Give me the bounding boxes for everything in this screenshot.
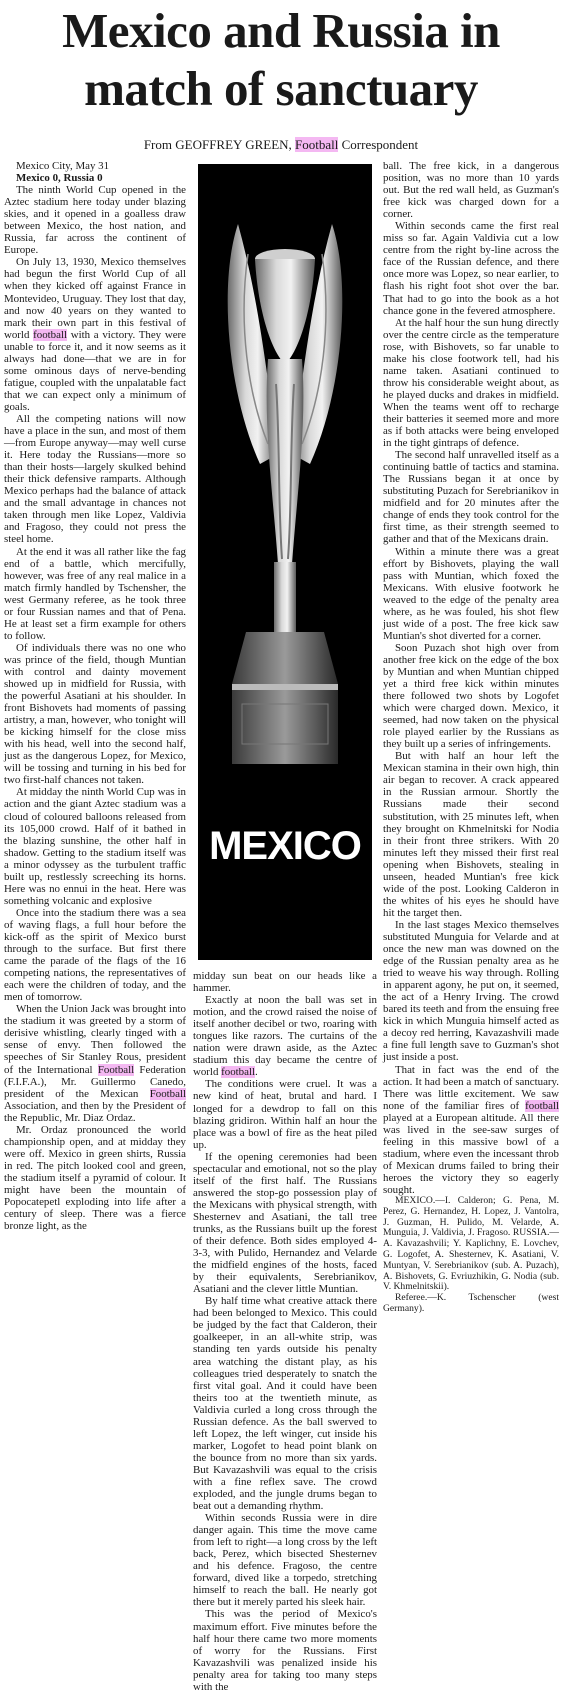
paragraph: Soon Puzach shot high over from another free kick on the edge of the box by Muntian and when Muntian chipped yet a third free kick within minutes there followed two shots by Logofet which were charged down. Mexico, it seemed, had now taken on the physical role played earlier by the Russians as they built up a series of infringements. — [383, 641, 559, 751]
paragraph: If the opening ceremonies had been spectacular and emotional, not so the play itself of the first half. The Russians answered the stop-go possession play of the Mexicans with physical strength, with Shesternev and Asatiani, the tall tree trunks, as the Russians built up the forest of their defence. Both sides employed 4-3-3, with Pulido, Hernandez and Velarde the midfield engines of the hosts, faced by their equivalents, Serebrianikov, Asatiani and the clever little Muntian. — [193, 1150, 377, 1296]
paragraph: Of individuals there was no one who was prince of the field, though Muntian with control and dainty movement showed up in midfield for Russia, with the powerful Asatiani at his shoulder. In front Bishovets had moments of passing artistry, a man, however, who tonight will be kicking himself for the close miss with his head, well into the second half, just as the dangerous Lopez, for Mexico, will be tossing and turning in his bed for two first-half chances not taken. — [4, 641, 186, 787]
paragraph: All the competing nations will now have a place in the sun, and most of them—from Europe anyway—may well curse it. Here today the Russians—more so than their hosts—largely skulked behind their thick defensive ramparts. Although Mexico perhaps had the balance of attack and the small advantage in chances not taken through men like Lopez, Valdivia and Fragoso, they could not press the steel home. — [4, 412, 186, 546]
paragraph: By half time what creative attack there had been belonged to Mexico. This could be judged by the fact that Calderon, their goalkeeper, in an all-white strip, was standing ten yards outside his penalty area watching the distant play, as his colleagues tried desperately to snatch the first vital goal. And it could have been theirs too at the twentieth minute, as Valdivia curled a long cross through the Russian defence. As the ball swerved to left Lopez, the left winger, cut inside his marker, Logofet to head point blank on the bounce from no more than six yards. But Kavazashvili was equal to the crisis with a fine reflex save. The crowd exploded, and the jungle drums began to beat out a demanding rhythm. — [193, 1295, 377, 1513]
team-lineups: MEXICO.—I. Calderon; G. Pena, M. Perez, G. Hernandez, H. Lopez, J. Vantolra, J. Guzman, H. Pulido, M. Velarde, A. Munguia, J. Valdivia, J. Fragoso. RUSSIA.—A. Kavazashvili; Y. Kaplichny, E. Lovchev, G. Logofet, A. Shesternev, K. Asatiani, V. Muntyan, V. Serebrianikov (sub. A. Puzach), A. Bishovets, G. Evriuzhikin, G. Nodia (sub. V. Khmelnitskii). — [383, 1195, 559, 1293]
paragraph: Within seconds Russia were in dire danger again. This time the move came from left to right—a long cross by the left back, Perez, which bisected Shesternev and his defence. Fragoso, the centre forward, dived like a torpedo, stretching himself to reach the ball. He nearly got there but it merely parted his sleek hair. — [193, 1512, 377, 1609]
byline-prefix: From GEOFFREY GREEN, — [143, 137, 296, 152]
paragraph — [4, 256, 186, 413]
text-run: Federation (F.I.F.A.), Mr. Guillermo Canedo, president of the Mexican — [4, 1063, 187, 1100]
text-run: played at a European altitude. All there was lived in the see-saw surges of feeling in this massive bowl of a stadium, where even the incessant throb of Mexican drums failed to bring their heroes the victory they so eagerly sought. — [383, 1111, 559, 1196]
paragraph: midday sun beat on our heads like a hammer. — [193, 970, 377, 995]
headline-line-2: match of sanctuary — [84, 61, 478, 116]
paragraph — [4, 1003, 186, 1123]
paragraph: But with half an hour left the Mexican stamina in their own high, thin air began to recover. A crack appeared in the Russian armour. Shortly the Russians made their second substitution, with 25 minutes left, when they brought on Khmelnitski for Nodia in their front three strikers. With 20 minutes left they missed their first real opening when Bishovets, stealing in unseen, headed Muntian's free kick wide of the post. Looking Calderon in the whites of his eyes he should have hit the target then. — [383, 750, 559, 919]
highlight-football: football — [33, 328, 68, 341]
paragraph: Within a minute there was a great effort by Bishovets, playing the wall pass with Muntian, which foxed the Mexicans. With elusive footwork he weaved to the edge of the penalty area where, as he was fouled, his shot flew just wide of a post. The free kick saw Muntian's shot diverted for a corner. — [383, 545, 559, 642]
text-run: On July 13, 1930, Mexico themselves had begun the first World Cup of all when they kicked off against France in Montevideo, Uruguay. They lost that day, and now 40 years on they wanted to mark their own part in this festival of world — [4, 256, 186, 341]
text-run: Exactly at noon the ball was set in motion, and the crowd raised the noise of itself another decibel or two, roaring with tongues like razors. The curtains of the nation were drawn aside, as the Aztec stadium this day became the centre of world — [193, 994, 377, 1079]
text-run: That in fact was the end of the action. It had been a match of sanctuary. There was little excitement. We saw none of the familiar fires of — [383, 1063, 559, 1112]
byline-suffix: Correspondent — [338, 137, 419, 152]
paragraph: The second half unravelled itself as a continuing battle of tactics and stamina. The Russians began it at once by substituting Puzach for Serebrianikov in midfield and for 20 minutes after the change of ends they took control for the first time, as their strength seemed to gather and that of the Mexicans drain. — [383, 449, 559, 546]
article-column-1 — [4, 160, 186, 1298]
text-run: with a victory. They were unable to force it, and it now seems as it always had done—that we are in for some ominous days of nerve-bending fatigue, coupled with the unpalatable fact that we can expect only a minimum of goals. — [4, 328, 187, 413]
highlight-football: football — [525, 1099, 559, 1112]
paragraph: Mr. Ordaz pronounced the world championship open, and at midday they were off. Mexico in green shirts, Russia in red. The pitch looked cool and green, the stadium itself a pyramid of colour. It might have been the mountain of Popocatepetl exploding into life after a century of sleep. There was a fierce bronze light, as the — [4, 1123, 186, 1233]
paragraph: In the last stages Mexico themselves substituted Munguia for Velarde and at once the new man was downed on the edge of the Russian penalty area as he tried to weave his way through. Rolling in apparent agony, he put on, it seemed, the act of a Henry Irving. The crowd bared its teeth and from the ensuing free kick in which Munguia himself acted as a decoy red herring, Kavazashvili made a fine full length save to Guzman's shot just inside a post. — [383, 918, 559, 1064]
paragraph: At the half hour the sun hung directly over the centre circle as the temperature rose, with Bishovets, so far unable to make his close footwork tell, had his name taken. Asatiani continued to throw his considerable weight about, as he played ducks and drakes in midfield. When the teams went off to recharge their batteries it seemed more and more as if both attacks were being enveloped in the tight gintraps of defence. — [383, 316, 559, 450]
photo-caption-mexico: MEXICO — [209, 824, 361, 868]
text-run: . — [255, 1066, 258, 1079]
byline — [0, 137, 562, 153]
paragraph: The ninth World Cup opened in the Aztec stadium here today under blazing skies, and it opened in a goalless draw between Mexico, the host nation, and Russia, far across the continent of Europe. — [4, 184, 186, 257]
paragraph: At the end it was all rather like the fag end of a battle, which mercifully, however, was free of any real malice in a match firmly handled by Tschensher, the west Germany referee, as he took three or four Russian names and that of Pena. He at least set a firm example for others to follow. — [4, 545, 186, 642]
highlight-football: football — [221, 1066, 256, 1079]
paragraph: This was the period of Mexico's maximum effort. Five minutes before the half hour there came two more moments of worry for the Russians. First Kavazashvili was penalized inside his penalty area for taking too many steps with the — [193, 1608, 377, 1693]
text-run: Association, and then by the President of the Republic, Mr. Diaz Ordaz. — [4, 1099, 186, 1124]
text-run: When the Union Jack was brought into the stadium it was greeted by a storm of derisive whistling, clearly tinged with a sense of envy. Then followed the speeches of Sir Stanley Rous, president of the International — [4, 1003, 186, 1076]
dateline: Mexico City, May 31 — [16, 160, 110, 172]
highlight-football: Football — [149, 1087, 186, 1100]
trophy-photo — [198, 164, 372, 960]
headline-line-1: Mexico and Russia in — [62, 3, 500, 58]
paragraph: At midday the ninth World Cup was in action and the giant Aztec stadium was a cloud of coloured balloons released from its 105,000 crowd. Half of it bathed in the blazing sunshine, the other half in shadow. Getting to the stadium itself was a minor odyssey as the turbulent traffic built up, restlessly screeching its horns. Here was no ennui in the heat. Here was something volcanic and explosive — [4, 786, 186, 907]
paragraph — [383, 1064, 559, 1197]
paragraph: Once into the stadium there was a sea of waving flags, a full hour before the kick-off as the spirit of Mexico burst through to the surface. But first there came the parade of the flags of the 16 competing nations, the representatives of each were the children of today, and the men of tomorrow. — [4, 906, 186, 1004]
highlight-football: Football — [97, 1063, 135, 1076]
referee-line: Referee.—K. Tschenscher (west Germany). — [383, 1292, 559, 1314]
paragraph: ball. The free kick, in a dangerous position, was no more than 10 yards out. But the red wall held, as Guzman's free kick was charged down for a corner. — [383, 160, 559, 221]
article-column-3 — [383, 160, 559, 1314]
article-column-2 — [193, 970, 377, 1693]
score-line: Mexico 0, Russia 0 — [16, 172, 103, 185]
paragraph: The conditions were cruel. It was a new kind of heat, brutal and hard. I longed for a dewdrop to fall on this blazing gridiron. Within half an hour the place was a bowl of fire as the heat piled up. — [193, 1078, 377, 1151]
paragraph — [193, 994, 377, 1078]
paragraph: Within seconds came the first real miss so far. Again Valdivia cut a low centre from the right by-line across the face of the Russian defence, and there once more was Lopez, so near earlier, to flash his right foot shot over the bar. That had to go into the book as a hot chance gone in the fevered atmosphere. — [383, 220, 559, 317]
byline-highlight: Football — [295, 137, 339, 152]
